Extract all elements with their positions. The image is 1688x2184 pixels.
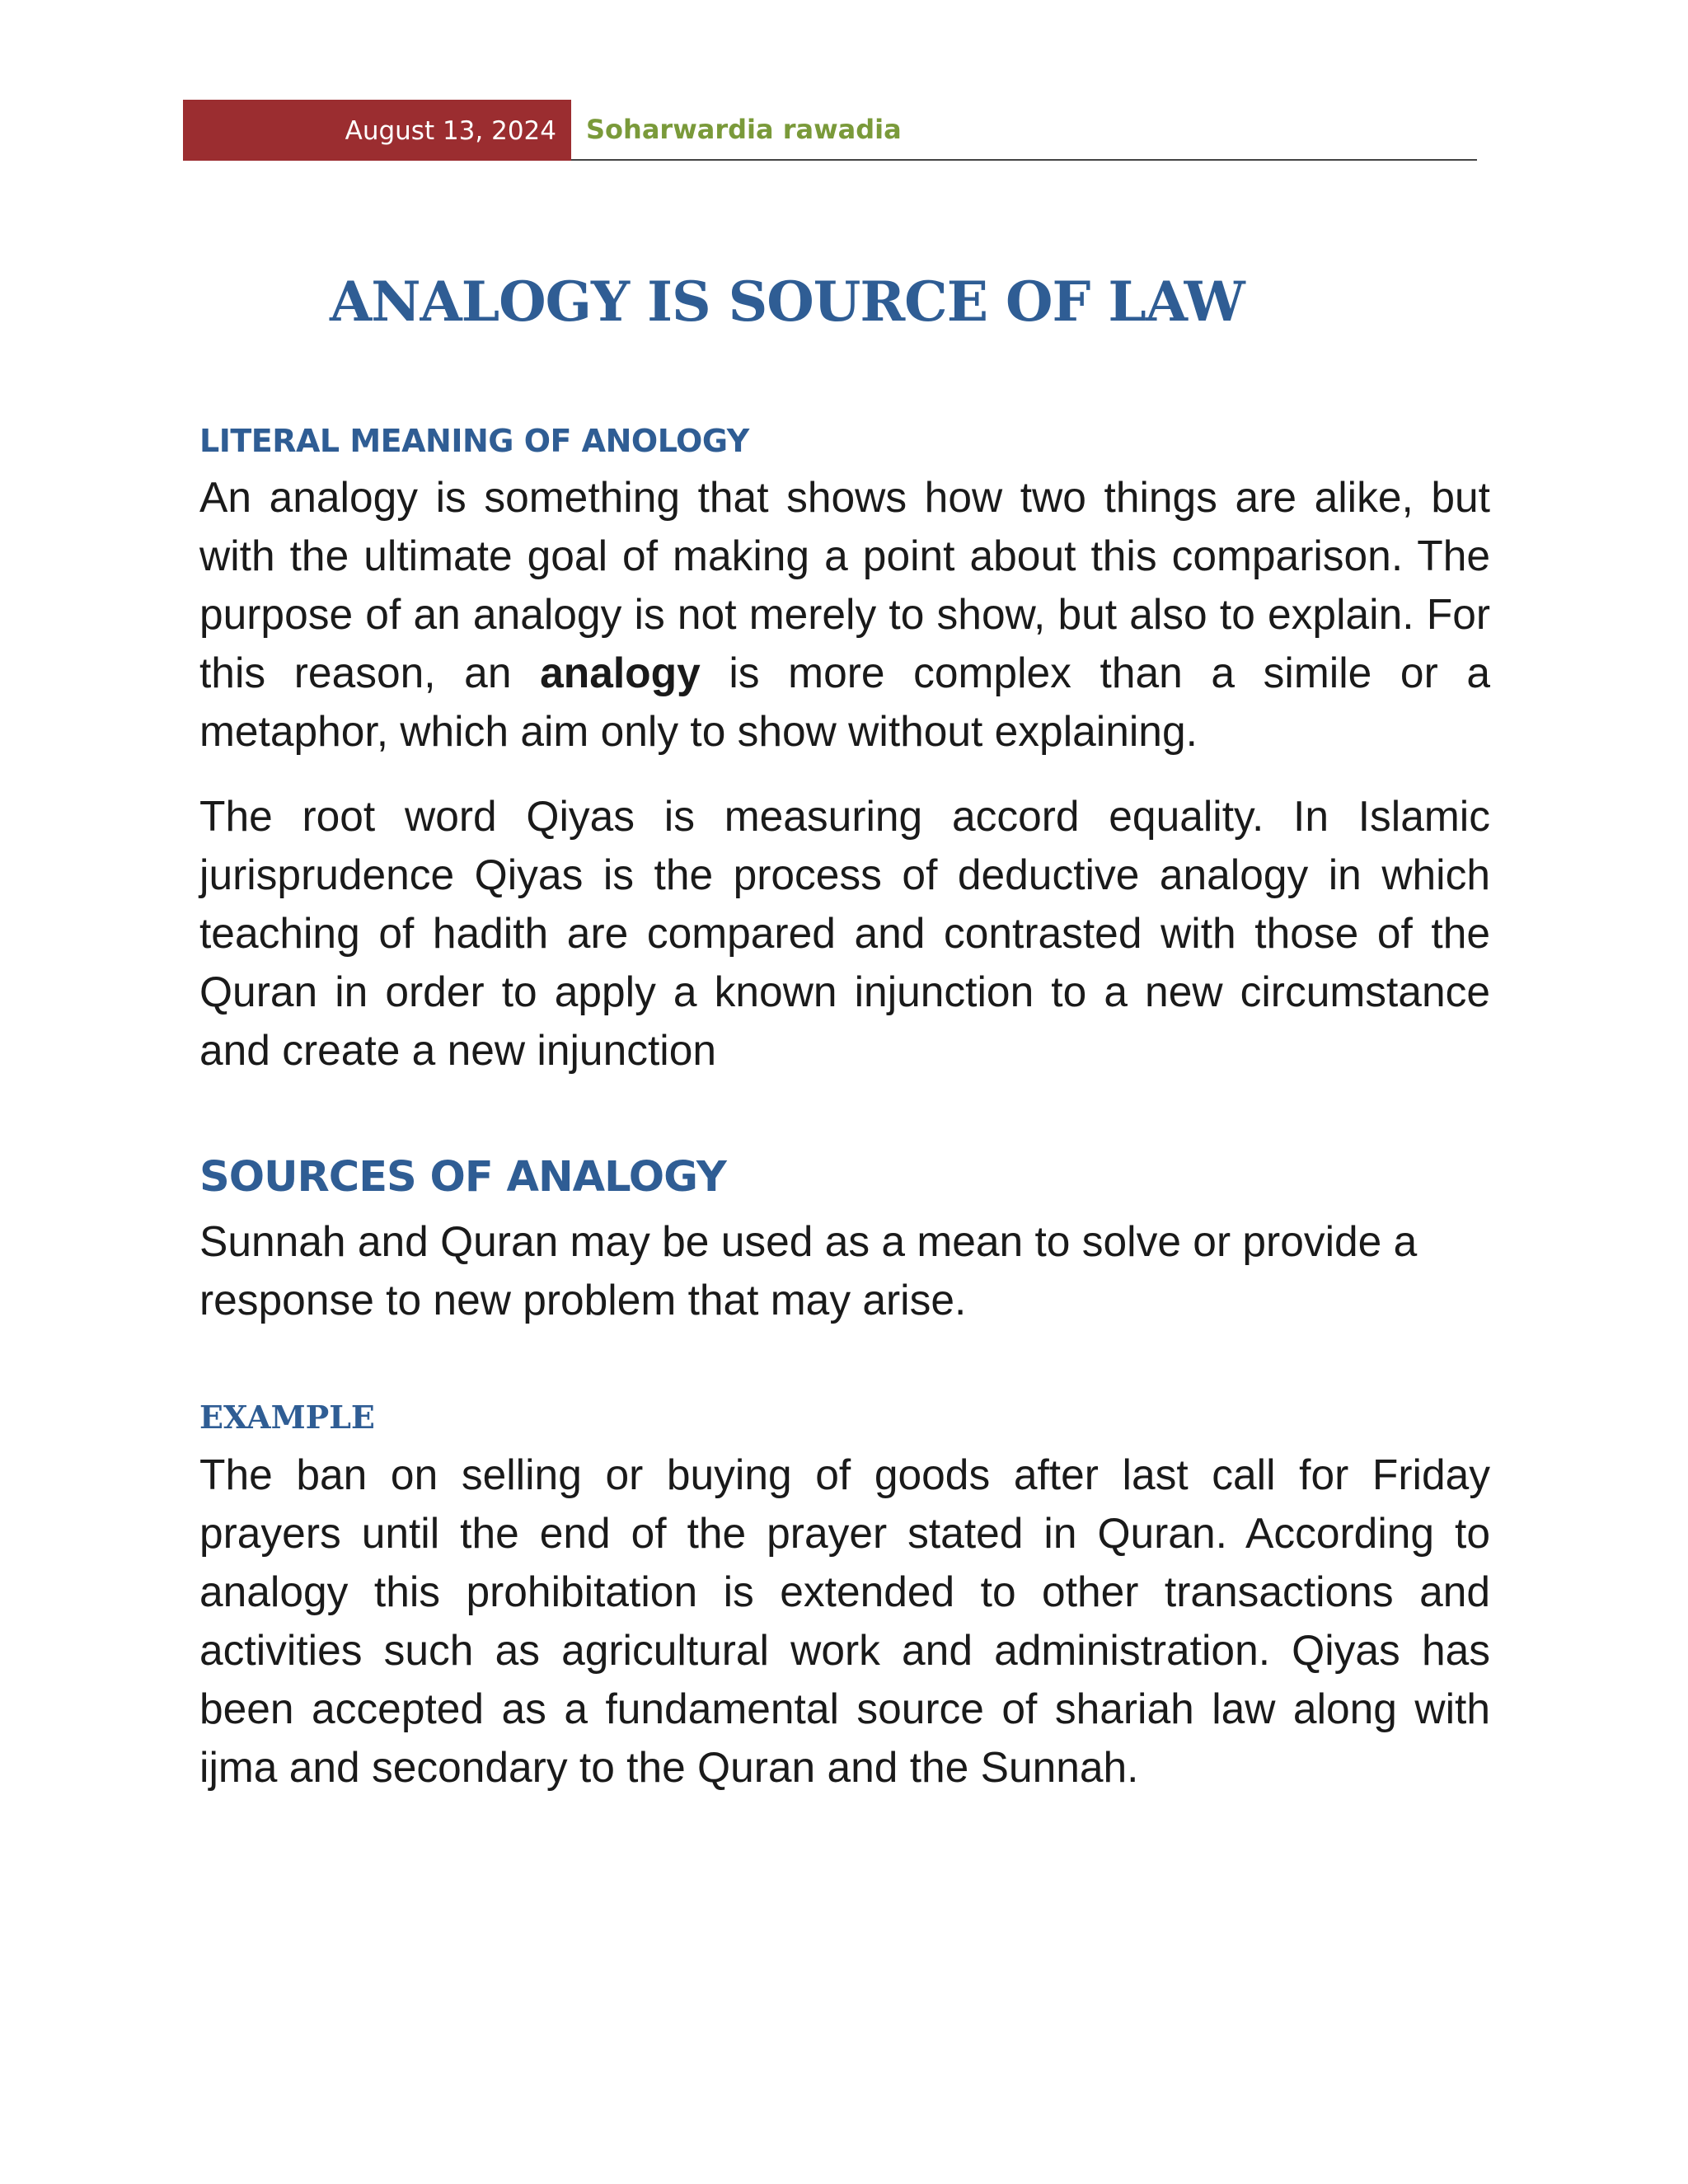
page-header	[183, 100, 1477, 161]
paragraph-qiyas-definition: The root word Qiyas is measuring accord equality. In Islamic jurisprudence Qiyas is the process of deductive analogy in which teaching of hadith are compared and contrasted with those of the Quran in order to apply a known injunction to a new circumstance and create a new injunction	[199, 792, 1490, 1074]
paragraph-example: The ban on selling or buying of goods after last call for Friday prayers until the end of the prayer stated in Quran. According to analogy this prohibitation is extended to other transactions and activities such as agricultural work and administration. Qiyas has been accepted as a fundamental source of shariah law along with ijma and secondary to the Quran and the Sunnah.	[199, 1451, 1490, 1791]
paragraph-text-start: An analogy is something that shows how two things are alike, but with the ultimate goal of making a point about this comparison. The purpose of an analogy is not merely to show, but also to explain. For this reason, an	[199, 473, 1490, 696]
paragraph-sources: Sunnah and Quran may be used as a mean to solve or provide a response to new problem that may arise.	[199, 1217, 1418, 1324]
bold-term-analogy: analogy	[540, 649, 701, 696]
paragraph-text-end: is more complex than a simile or a metaphor, which aim only to show without explaining.	[199, 649, 1490, 755]
header-divider	[571, 159, 1477, 161]
paragraph-analogy-definition	[199, 468, 1490, 761]
heading-literal-meaning: LITERAL MEANING OF ANOLOGY	[199, 423, 749, 459]
heading-sources-of-analogy: SOURCES OF ANALOGY	[199, 1153, 726, 1202]
header-author: Soharwardia rawadia	[586, 114, 902, 145]
header-date: August 13, 2024	[345, 116, 556, 146]
document-title: ANALOGY IS SOURCE OF LAW	[330, 269, 1245, 334]
heading-example: EXAMPLE	[199, 1399, 375, 1436]
header-date-box	[183, 100, 571, 161]
